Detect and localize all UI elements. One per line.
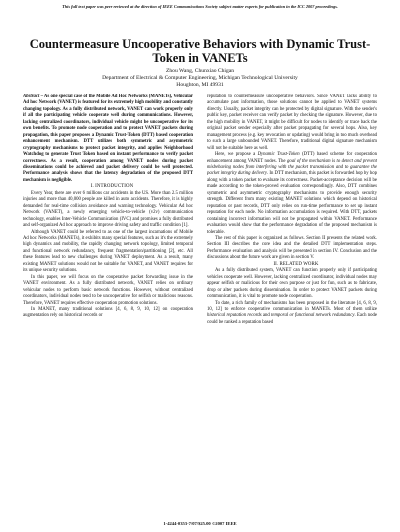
affiliation: Department of Electrical & Computer Engineering, Michigan Technological University: [102, 74, 298, 81]
author-names: Zhou Wang, Chunxiao Chigan: [165, 68, 235, 74]
text-run-italic: goal of the mechanism is to detect and prevent misbehaving nodes from interfering with the packet transmission and to guarantee the packet integrity during delivery: [207, 158, 377, 177]
section-heading-introduction: I. INTRODUCTION: [90, 184, 134, 190]
paragraph: As a fully distributed system, VANET can function properly only if participating vehicles cooperate well. However, lacking centralized coordinator, individual nodes may appear selfish or malicious for their own purpose or just for fun, such as to fabricate, drop or alter packets during dissemination. In order to protect VANET packets during communication, it is vital to promote node cooperation.: [207, 268, 377, 300]
text-run: . In DTT mechanism, this packet is forwarded hop by hop along with a token packet to evaluate its correctness. Packet-acceptance decision will be made according to the token-proved evaluation correspondingly. Also, DTT combines symmetric and asymmetric cryptography mechanisms to provide enough security strength. Different from many existing MANET solutions which depend on historical reputation or past records, DTT only relies on run-time performance to set up instant reputation for each node. No information accumulation is required. With DTT, packets containing incorrect information will not be propagated within VANET. Performance evaluation would show that the performance degradation of the proposed mechanism is tolerable.: [207, 171, 377, 235]
paragraph: The rest of this paper is organized as follows. Section II presents the related work. Section III describes the core idea and the detailed DTT implementation steps. Performance evaluation and analysis will be presented in section IV. Conclusion and the discussions about the future work are given in section V.: [207, 235, 377, 261]
text-run: (DTT) based scheme for cooperation enhancement among VANET nodes. The: [207, 152, 377, 164]
text-run: To date, a rich family of mechanisms has been proposed in the literature [4, 6, 8, 9, 10, 12] to enforce cooperative communication in MANETs. Most of them utilize: [207, 300, 377, 312]
paragraph: [207, 301, 377, 327]
paragraph: Although VANET could be referred to as one of the largest incarnations of Mobile Ad hoc Networks (MANETs), it exhibits many special features, such as it's the extremely high dynamics and mobility, the rapidly changing network topology, limited temporal and functional network redundancy, frequent fragmentation/partitioning [2], etc. All these features lead to new challenges during VANET deployment. As a result, many existing MANET solutions would not be suitable for VANET, and VANET requires for its unique security solutions.: [23, 229, 193, 274]
paragraph: In this paper, we will focus on the cooperative packet forwarding issue in the VANET environment. As a fully distributed network, VANET relies on ordinary vehicular nodes to perform basic network functions. However, without centralized coordinators, individual nodes tend to be uncooperative for selfish or malicious reasons. Therefore, VANET requires effective cooperation promotion solutions.: [23, 274, 193, 306]
text-run: and: [261, 313, 272, 319]
left-column: [23, 94, 193, 514]
page-footer: 1-4244-0353-7/07/$25.00 ©2007 IEEE: [163, 521, 237, 526]
text-run: . Each node could be ranked a reputation based: [207, 313, 377, 325]
text-run-italic: historical reputation records: [207, 313, 262, 319]
paragraph: reputation to countermeasure uncooperative behaviors. Since VANET lacks ability to accumulate past information, those solutions cannot be applied to VANET systems directly. Usually, packet integrity can be protected by digital signature. With the sender's public key, packet receiver can verify packet by checking the signature. However, due to the high mobility in VANET, it might be difficult for nodes to identify or trace back the original packet sender especially after packet propagating for several hops. Also, key management process (e.g. key revocation or updating) would bring in too much overhead to such a large unbounded VANET. Therefore, traditional digital signature mechanism will not be suitable here as well.: [207, 94, 377, 151]
abstract-text: – As one special case of the Mobile Ad Hoc Networks (MANETs), Vehicular Ad hoc Network (VANET) is featured for its extremely high mobility and constantly changing topology. As a fully distributed network, VANET can work properly only if all the participating vehicle cooperate well during communications. However, lacking centralized coordinators, individual vehicle might be uncooperative for its own benefits. To promote node cooperation and to protect VANET packets during propagation, this paper proposes a Dynamic Trust-Token (DTT) based cooperation enhancement mechanism. DTT utilizes both symmetric and asymmetric cryptography mechanisms to protect packet integrity, and applies Neighborhood Watchdog to generate Trust Token based on instant performance to verify packet correctness. As a result, cooperation among VANET nodes during packet disseminations could be achieved and packet delivery could be well protected. Performance analysis shows that the latency degradation of the proposed DTT mechanism is negligible.: [23, 94, 193, 183]
text-run-italic: temporal or functional network redundancy: [271, 313, 355, 319]
abstract: [23, 94, 193, 184]
text-run-italic: Dynamic Trust-Token: [257, 152, 300, 158]
paragraph: Every Year, there are over 6 millions car accidents in the US. More than 2.5 million injuries and more than 40,000 people are killed in auto accidents. Therefore, it is highly demanded for real-time collision avoidance and warning technology. Vehicular Ad hoc Network (VANET), a newly emerging vehicle-to-vehicle (v2v) communication technology, enables Inter-Vehicle Communication (IVC) and promises a fully distributed and self-organized Ad hoc approach to improve driving safety and traffic condition [1].: [23, 190, 193, 229]
author-block: [0, 68, 400, 88]
right-column: [207, 94, 377, 514]
abstract-lead: Abstract: [23, 94, 40, 99]
paragraph: In MANET, many traditional solutions [4, 6, 8, 9, 10, 12] on cooperation augmentation rely on historical records or: [23, 306, 193, 319]
section-heading-related-work: II. RELATED WORK: [273, 261, 319, 267]
paper-title: Countermeasure Uncooperative Behaviors with Dynamic Trust-Token in VANETs: [29, 37, 371, 65]
location: Houghton, MI 49931: [176, 81, 224, 88]
header-note: This full text paper was peer reviewed at the direction of IEEE Communications Society subject matter experts for publication in the ICC 2007 proceedings.: [62, 4, 338, 9]
paragraph: [207, 152, 377, 236]
text-run: Here, we propose a: [215, 152, 258, 158]
